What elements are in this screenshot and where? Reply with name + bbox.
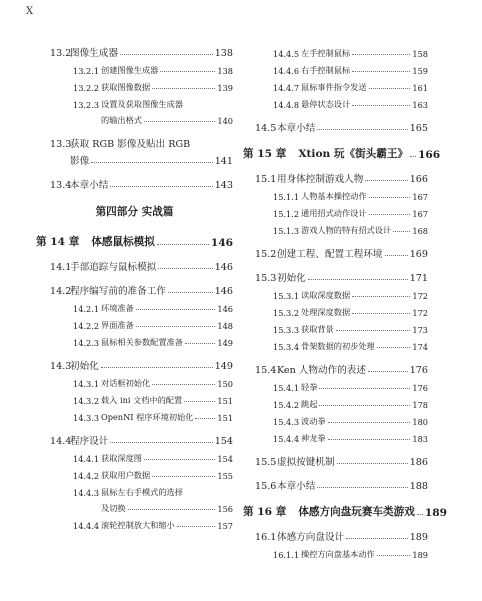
toc-entry-title: 影像 [70, 156, 90, 167]
toc-entry-number: 15.3 [255, 273, 277, 284]
toc-spacer [36, 423, 233, 430]
toc-page-number: 167 [412, 192, 428, 202]
toc-entry-number: 14.4.2 [73, 471, 100, 481]
toc-section-entry[interactable] [243, 267, 428, 284]
toc-entry-number: 15.1 [255, 174, 277, 185]
toc-entry-number: 14.4.3 [73, 488, 100, 498]
toc-dot-leader [352, 105, 410, 106]
toc-entry-number: 15.2 [255, 249, 277, 260]
toc-dot-leader [368, 371, 408, 372]
toc-page-number: 150 [217, 379, 233, 389]
toc-dot-leader [152, 88, 215, 89]
toc-entry-number: 15.3.2 [273, 308, 300, 318]
toc-entry-title: 的输出格式 [101, 115, 142, 125]
toc-page-number: 172 [412, 308, 428, 318]
toc-subsection-entry[interactable] [36, 297, 233, 314]
toc-chapter-entry[interactable] [243, 141, 441, 161]
toc-dot-leader [337, 463, 408, 464]
toc-entry-continuation[interactable] [36, 110, 233, 126]
toc-entry-title: 创建工程、配置工程环境 [277, 249, 383, 260]
toc-entry-title: 鼠标事件指令发送 [301, 82, 367, 92]
toc-spacer [36, 273, 233, 280]
toc-page-number: 157 [217, 521, 233, 531]
toc-subsection-entry[interactable] [243, 301, 428, 318]
toc-entry-title: 对话框初始化 [101, 378, 151, 388]
toc-dot-leader [385, 255, 408, 256]
toc-spacer [36, 191, 233, 202]
toc-dot-leader [369, 214, 411, 215]
toc-entry-number: 15.5 [255, 457, 277, 468]
toc-entry-number: 14.4.8 [273, 100, 300, 110]
toc-page-number: 188 [409, 481, 428, 492]
toc-part-heading: 第四部分 实战篇 [95, 206, 174, 218]
toc-page-number: 146 [210, 237, 233, 249]
toc-entry-number: 16.1 [255, 532, 277, 543]
toc-subsection-entry[interactable] [243, 335, 428, 352]
toc-dot-leader [185, 343, 215, 344]
toc-entry-title: 界面准备 [101, 320, 134, 330]
toc-entry-title: 体感方向盘玩赛车类游戏 [298, 506, 415, 518]
toc-subsection-entry[interactable] [243, 376, 428, 393]
toc-subsection-entry[interactable] [36, 447, 233, 464]
toc-entry-title: 波动拳 [301, 416, 326, 426]
toc-page-number: 189 [424, 507, 447, 519]
toc-entry-title: 图像生成器 [70, 48, 118, 59]
toc-page-number: 151 [217, 413, 233, 423]
toc-entry-title: OpenNI 程序环境初始化 [101, 412, 194, 422]
toc-chapter-entry[interactable] [243, 499, 447, 519]
toc-dot-leader [157, 244, 209, 245]
toc-subsection-entry[interactable] [36, 76, 233, 93]
toc-spacer [243, 161, 428, 168]
toc-dot-leader [417, 514, 423, 515]
toc-spacer [243, 260, 428, 267]
toc-entry-number: 14.5 [255, 123, 277, 134]
toc-entry-title: 及切换 [101, 503, 126, 513]
toc-subsection-entry[interactable] [243, 427, 428, 444]
toc-entry-title: 骨架数据的初步处理 [301, 341, 375, 351]
toc-entry-number: 15.1.1 [273, 192, 300, 202]
toc-page-number: 176 [412, 383, 428, 393]
toc-dot-leader [336, 330, 411, 331]
toc-entry-continuation[interactable] [36, 498, 233, 514]
toc-page-number: 166 [418, 149, 441, 161]
toc-page-number: 189 [412, 550, 428, 560]
toc-right-column [243, 42, 447, 560]
toc-subsection-entry[interactable] [243, 543, 428, 560]
toc-page-number: 146 [214, 286, 233, 297]
toc-entry-title: 载入 ini 文档中的配置 [101, 395, 183, 405]
toc-dot-leader [110, 442, 212, 443]
toc-section-entry[interactable] [36, 355, 233, 372]
toc-dot-leader [152, 476, 215, 477]
toc-dot-leader [136, 326, 216, 327]
toc-subsection-entry[interactable] [36, 331, 233, 348]
toc-spacer [243, 236, 428, 243]
toc-entry-title: 初始化 [277, 273, 306, 284]
toc-section-entry[interactable] [36, 133, 233, 150]
toc-subsection-entry[interactable] [243, 393, 428, 410]
toc-dot-leader [352, 296, 410, 297]
toc-entry-number: 15.4.1 [273, 383, 300, 393]
toc-page-number: 180 [412, 417, 428, 427]
toc-page-number: 156 [217, 504, 233, 514]
toc-page-number: 154 [217, 454, 233, 464]
toc-page-number: 140 [217, 116, 233, 126]
toc-page-number: 167 [412, 209, 428, 219]
toc-subsection-entry[interactable] [36, 389, 233, 406]
toc-entry-number: 14.1 [50, 262, 72, 273]
page-number: X [26, 6, 34, 17]
toc-chapter-entry[interactable] [36, 229, 233, 249]
toc-section-entry[interactable] [243, 451, 428, 468]
toc-subsection-entry[interactable] [243, 202, 428, 219]
toc-page-number: 178 [412, 400, 428, 410]
toc-dot-leader [377, 555, 411, 556]
toc-entry-number: 15.4 [255, 365, 277, 376]
toc-entry-title: 通用招式动作设计 [301, 208, 367, 218]
toc-subsection-entry[interactable] [36, 406, 233, 423]
toc-page-number: 146 [217, 304, 233, 314]
toc-page-number: 138 [214, 48, 233, 59]
toc-entry-title: 跳起 [301, 399, 318, 409]
toc-dot-leader [377, 347, 411, 348]
toc-dot-leader [152, 384, 215, 385]
toc-entry-title: 体感方向盘设计 [277, 532, 345, 543]
toc-entry-title: 鼠标左右手模式的选择 [101, 487, 183, 497]
toc-entry-number: 14.2.3 [73, 338, 100, 348]
toc-entry-title: 程序设计 [70, 436, 109, 447]
toc-dot-leader [369, 88, 411, 89]
toc-entry-number: 14.4.6 [273, 66, 300, 76]
toc-page-number: 173 [412, 325, 428, 335]
toc-entry-title: 虚拟按键机制 [277, 457, 335, 468]
toc-entry-number: 14.3.3 [73, 413, 100, 423]
toc-entry-number: 13.2.2 [73, 83, 100, 93]
toc-section-entry[interactable] [36, 430, 233, 447]
toc-section-entry[interactable] [36, 150, 233, 167]
toc-subsection-entry[interactable] [243, 284, 428, 301]
toc-spacer [243, 444, 428, 451]
toc-entry-title: 神龙拳 [301, 433, 326, 443]
toc-entry-number: 14.4.5 [273, 49, 300, 59]
toc-subsection-entry[interactable] [36, 481, 233, 498]
toc-page-number: 163 [412, 100, 428, 110]
toc-dot-leader [369, 197, 411, 198]
toc-entry-title: 获取图像数据 [101, 82, 151, 92]
toc-entry-number: 第 16 章 [243, 506, 287, 518]
toc-entry-title: 环境准备 [101, 303, 134, 313]
toc-section-entry[interactable] [243, 475, 428, 492]
toc-subsection-entry[interactable] [243, 318, 428, 335]
toc-entry-title: 左手控制鼠标 [301, 48, 351, 58]
toc-entry-title: 程序编写前的准备工作 [70, 286, 166, 297]
toc-dot-leader [317, 129, 407, 130]
toc-section-entry[interactable] [36, 280, 233, 297]
toc-entry-number: 14.2 [50, 286, 72, 297]
toc-entry-number: 13.2.3 [73, 100, 100, 110]
toc-dot-leader [319, 405, 410, 406]
toc-spacer [243, 134, 428, 141]
toc-spacer [243, 492, 428, 499]
toc-entry-title: 右手控制鼠标 [301, 65, 351, 75]
toc-dot-leader [101, 367, 213, 368]
toc-section-entry[interactable] [36, 256, 233, 273]
toc-page-number: 168 [412, 226, 428, 236]
toc-page-number: 149 [217, 338, 233, 348]
toc-dot-leader [346, 538, 408, 539]
toc-dot-leader [160, 71, 215, 72]
toc-entry-number: 15.3.4 [273, 342, 300, 352]
toc-entry-number: 13.2 [50, 48, 72, 59]
toc-spacer [243, 110, 428, 117]
toc-entry-number: 15.6 [255, 481, 277, 492]
toc-entry-title: 悬停状态设计 [301, 99, 351, 109]
toc-section-entry[interactable] [243, 526, 428, 543]
toc-entry-number: 14.4.4 [73, 521, 100, 531]
toc-entry-title: 获取用户数据 [101, 470, 151, 480]
toc-entry-title: 游戏人物的特有招式设计 [301, 225, 392, 235]
toc-entry-title: 本章小结 [277, 481, 316, 492]
toc-page-number: 174 [412, 342, 428, 352]
toc-page-number: 171 [409, 273, 428, 284]
toc-page-number: 172 [412, 291, 428, 301]
toc-entry-title: 获取 RGB 影像及贴出 RGB [70, 139, 191, 150]
toc-page-number: 138 [217, 66, 233, 76]
toc-entry-title: Ken 人物动作的表述 [277, 365, 366, 376]
toc-subsection-entry[interactable] [36, 314, 233, 331]
toc-page-number: 154 [214, 436, 233, 447]
toc-dot-leader [184, 401, 215, 402]
toc-subsection-entry[interactable] [36, 372, 233, 389]
toc-entry-number: 15.3.1 [273, 291, 300, 301]
toc-page-number: 166 [409, 174, 428, 185]
toc-entry-title: 处理深度数据 [301, 307, 351, 317]
toc-dot-leader [110, 186, 212, 187]
toc-dot-leader [168, 292, 213, 293]
toc-spacer [36, 222, 233, 229]
toc-entry-title: 人物基本操控动作 [301, 191, 367, 201]
toc-spacer [243, 352, 428, 359]
toc-entry-number: 第 15 章 [243, 148, 287, 160]
toc-spacer [36, 348, 233, 355]
toc-dot-leader [317, 487, 407, 488]
toc-spacer [243, 468, 428, 475]
toc-dot-leader [144, 459, 215, 460]
toc-page-number: 183 [412, 434, 428, 444]
toc-spacer [36, 126, 233, 133]
toc-entry-title: 获取背景 [301, 324, 334, 334]
toc-entry-number: 15.3.3 [273, 325, 300, 335]
toc-page-number: 189 [409, 532, 428, 543]
toc-section-entry[interactable] [243, 359, 428, 376]
toc-spacer [36, 249, 233, 256]
toc-dot-leader [393, 231, 410, 232]
toc-subsection-entry[interactable] [243, 93, 428, 110]
toc-entry-number: 14.3.1 [73, 379, 100, 389]
toc-section-entry[interactable] [243, 243, 428, 260]
toc-dot-leader [319, 388, 410, 389]
toc-subsection-entry[interactable] [243, 185, 428, 202]
toc-entry-title: 体感鼠标模拟 [91, 236, 155, 248]
toc-spacer [36, 167, 233, 174]
toc-dot-leader [177, 526, 216, 527]
toc-spacer [243, 519, 428, 526]
toc-subsection-entry[interactable] [243, 410, 428, 427]
toc-dot-leader [120, 54, 213, 55]
toc-dot-leader [158, 268, 212, 269]
toc-entry-title: 获取深度图 [101, 453, 142, 463]
toc-dot-leader [308, 279, 408, 280]
toc-page-number: 143 [214, 180, 233, 191]
toc-subsection-entry[interactable] [243, 59, 428, 76]
toc-subsection-entry[interactable] [36, 93, 233, 110]
toc-entry-number: 14.3.2 [73, 396, 100, 406]
toc-subsection-entry[interactable] [36, 59, 233, 76]
toc-dot-leader [144, 121, 215, 122]
toc-entry-title: 本章小结 [70, 180, 109, 191]
toc-subsection-entry[interactable] [243, 219, 428, 236]
toc-entry-number: 13.4 [50, 180, 72, 191]
toc-page-number: 159 [412, 66, 428, 76]
toc-page-number: 165 [409, 123, 428, 134]
toc-dot-leader [328, 439, 411, 440]
toc-page-number: 155 [217, 471, 233, 481]
toc-entry-title: 用身体控制游戏人物 [277, 174, 364, 185]
toc-page-number: 149 [214, 361, 233, 372]
toc-entry-number: 16.1.1 [273, 550, 300, 560]
toc-entry-number: 14.2.2 [73, 321, 100, 331]
toc-dot-leader [195, 418, 215, 419]
toc-page-number: 151 [217, 396, 233, 406]
toc-entry-number: 14.4.1 [73, 454, 100, 464]
toc-page-number: 161 [412, 83, 428, 93]
toc-subsection-entry[interactable] [36, 514, 233, 531]
toc-subsection-entry[interactable] [243, 42, 428, 59]
toc-entry-title: 轻拳 [301, 382, 318, 392]
toc-entry-title: 鼠标相关参数配置准备 [101, 337, 183, 347]
toc-page-number: 139 [217, 83, 233, 93]
toc-entry-title: 初始化 [70, 361, 99, 372]
toc-dot-leader [328, 422, 411, 423]
toc-entry-title: 创建图像生成器 [101, 65, 159, 75]
toc-entry-number: 15.1.3 [273, 226, 300, 236]
toc-dot-leader [91, 162, 213, 163]
toc-section-entry[interactable] [36, 42, 233, 59]
toc-section-entry[interactable] [243, 117, 428, 134]
toc-entry-number: 15.4.2 [273, 400, 300, 410]
toc-entry-title: 读取深度数据 [301, 290, 351, 300]
toc-entry-number: 14.4 [50, 436, 72, 447]
toc-entry-number: 14.4.7 [273, 83, 300, 93]
toc-entry-title: 设置及获取图像生成器 [101, 99, 183, 109]
toc-dot-leader [128, 509, 216, 510]
toc-entry-number: 13.3 [50, 139, 72, 150]
toc-entry-number: 14.2.1 [73, 304, 100, 314]
toc-entry-number: 15.1.2 [273, 209, 300, 219]
toc-page-number: 176 [409, 365, 428, 376]
toc-dot-leader [352, 313, 410, 314]
toc-section-entry[interactable] [243, 168, 428, 185]
toc-entry-number: 15.4.3 [273, 417, 300, 427]
toc-entry-title: 本章小结 [277, 123, 316, 134]
toc-subsection-entry[interactable] [36, 464, 233, 481]
toc-entry-number: 15.4.4 [273, 434, 300, 444]
toc-entry-number: 14.3 [50, 361, 72, 372]
toc-dot-leader [352, 54, 410, 55]
toc-subsection-entry[interactable] [243, 76, 428, 93]
toc-dot-leader [410, 156, 416, 157]
toc-entry-title: 操控方向盘基本动作 [301, 549, 375, 559]
toc-dot-leader [352, 71, 410, 72]
toc-page-number: 141 [214, 156, 233, 167]
toc-left-column [36, 42, 233, 531]
toc-dot-leader [136, 309, 216, 310]
toc-dot-leader [365, 180, 407, 181]
toc-entry-number: 第 14 章 [36, 236, 80, 248]
toc-entry-number: 13.2.1 [73, 66, 100, 76]
toc-entry-title: 手部追踪与鼠标模拟 [70, 262, 157, 273]
toc-page-number: 148 [217, 321, 233, 331]
toc-entry-title: Xtion 玩《街头霸王》 [298, 148, 409, 160]
toc-page-number: 146 [214, 262, 233, 273]
toc-entry-title: 滚轮控制放大和缩小 [101, 520, 175, 530]
toc-page-number: 169 [409, 249, 428, 260]
toc-section-entry[interactable] [36, 174, 233, 191]
toc-page-number: 186 [409, 457, 428, 468]
toc-page-number: 158 [412, 49, 428, 59]
